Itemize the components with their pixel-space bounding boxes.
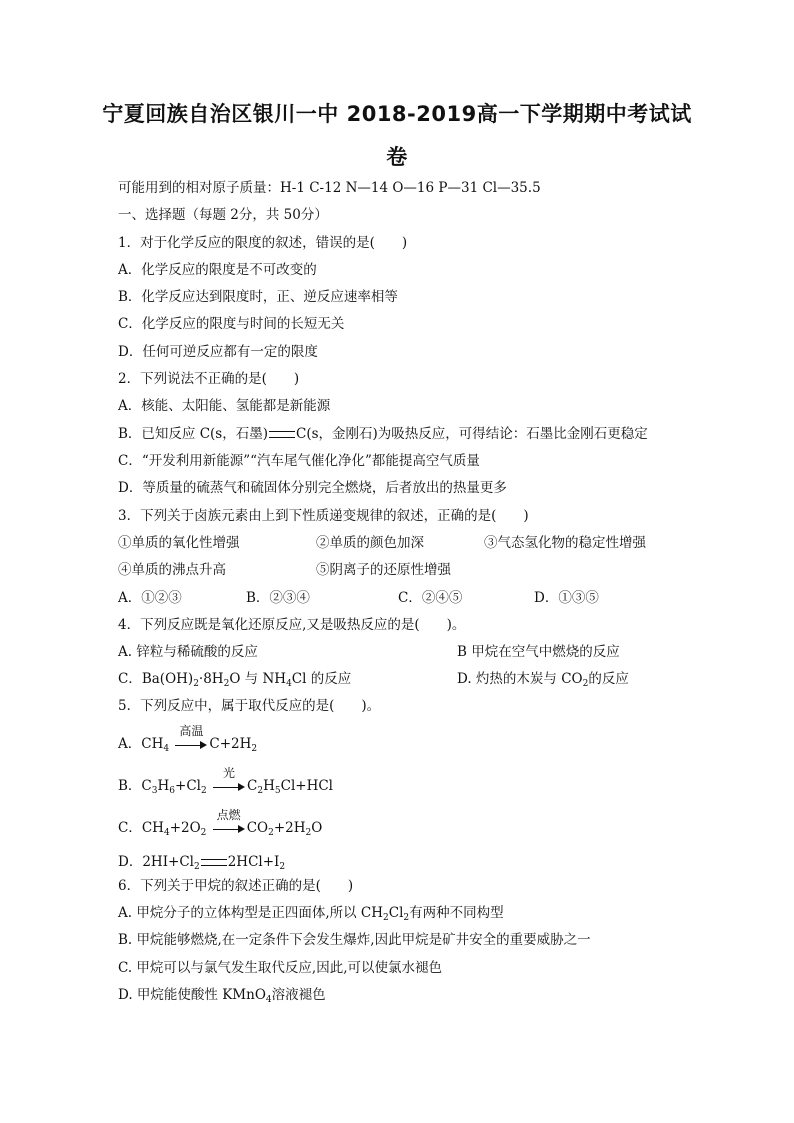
q3-statement-1: ①单质的氧化性增强 [118, 535, 240, 551]
q1-option-d: D．任何可逆反应都有一定的限度 [118, 344, 318, 360]
q2-option-b-pre: B．已知反应 C(s，石墨) [118, 426, 269, 442]
q2-option-b [118, 425, 648, 443]
q2-stem: 2．下列说法不正确的是( ) [118, 371, 300, 387]
q6-option-c: C. 甲烷可以与氯气发生取代反应,因此,可以使氯水褪色 [118, 960, 443, 976]
q2-option-d: D．等质量的硫蒸气和硫固体分别完全燃烧，后者放出的热量更多 [118, 480, 507, 496]
q4-stem: 4．下列反应既是氧化还原反应,又是吸热反应的是( )。 [118, 617, 466, 633]
q4-option-d: D. 灼热的木炭与 $CO_2$的反应 [457, 671, 629, 689]
q6-stem: 6．下列关于甲烷的叙述正确的是( ) [118, 878, 354, 894]
q5-stem: 5．下列反应中，属于取代反应的是( )。 [118, 698, 381, 714]
q6-option-a: A. 甲烷分子的立体构型是正四面体,所以 $CH_2Cl_2$有两种不同构型 [118, 905, 504, 923]
reaction-arrow-icon: 高温 [175, 738, 207, 752]
q5-option-d: D．$2HI+Cl_2$ $2HCl+I_2$ [118, 854, 286, 872]
section-heading: 一、选择题（每题 2分，共 50分） [118, 207, 328, 223]
q3-statement-5: ⑤阴离子的还原性增强 [316, 562, 451, 578]
q1-option-a: A．化学反应的限度是不可改变的 [118, 262, 317, 278]
q2-option-c: C．“开发利用新能源”“汽车尾气催化净化”都能提高空气质量 [118, 453, 480, 469]
q3-statement-3: ③气态氢化物的稳定性增强 [484, 535, 646, 551]
q1-option-b: B．化学反应达到限度时，正、逆反应速率相等 [118, 289, 398, 305]
q2-option-a: A．核能、太阳能、氢能都是新能源 [118, 398, 331, 414]
q2-option-b-post: C(s，金刚石)为吸热反应，可得结论：石墨比金刚石更稳定 [296, 426, 648, 442]
q4-option-b: B 甲烷在空气中燃烧的反应 [457, 644, 620, 660]
q3-statement-4: ④单质的沸点升高 [118, 562, 226, 578]
q5-option-c: C．$CH_4+2O_2$ 点燃 $CO_2+2H_2O$ [118, 807, 323, 838]
exam-title-line1: 宁夏回族自治区银川一中 2018-2019高一下学期期中考试试 [102, 102, 692, 126]
q1-option-c: C．化学反应的限度与时间的长短无关 [118, 316, 345, 332]
equals-sign-icon [201, 859, 227, 866]
q3-stem: 3．下列关于卤族元素由上到下性质递变规律的叙述，正确的是( ) [118, 508, 529, 524]
q4-option-a: A. 锌粒与稀硫酸的反应 [118, 644, 258, 660]
exam-title-line2: 卷 [386, 145, 408, 169]
q3-option-d: D．①③⑤ [534, 590, 599, 606]
q4-option-c: C．$Ba(OH)_2\cdot 8H_2O$ 与 $NH_4Cl$ 的反应 [118, 671, 352, 689]
q6-option-b: B. 甲烷能够燃烧,在一定条件下会发生爆炸,因此甲烷是矿井安全的重要威胁之一 [118, 932, 591, 948]
q3-option-b: B．②③④ [246, 590, 310, 606]
q5-option-a: A．$CH_4$ 高温 $C+2H_2$ [118, 723, 258, 754]
q6-option-d: D. 甲烷能使酸性 KMnO$_4$溶液褪色 [118, 987, 326, 1005]
q3-option-c: C．②④⑤ [398, 590, 463, 606]
equals-sign-icon [269, 431, 295, 438]
q3-statement-2: ②单质的颜色加深 [316, 535, 424, 551]
q5-option-b: B．$C_3H_6+Cl_2$ 光 $C_2H_5Cl+HCl$ [118, 765, 333, 796]
q3-option-a: A．①②③ [118, 590, 182, 606]
q1-stem: 1．对于化学反应的限度的叙述，错误的是( ) [118, 235, 408, 251]
atomic-masses: 可能用到的相对原子质量：H-1 C-12 N—14 O—16 P—31 Cl—35.5 [118, 180, 541, 196]
reaction-arrow-icon: 点燃 [213, 822, 245, 836]
reaction-arrow-icon: 光 [213, 780, 245, 794]
